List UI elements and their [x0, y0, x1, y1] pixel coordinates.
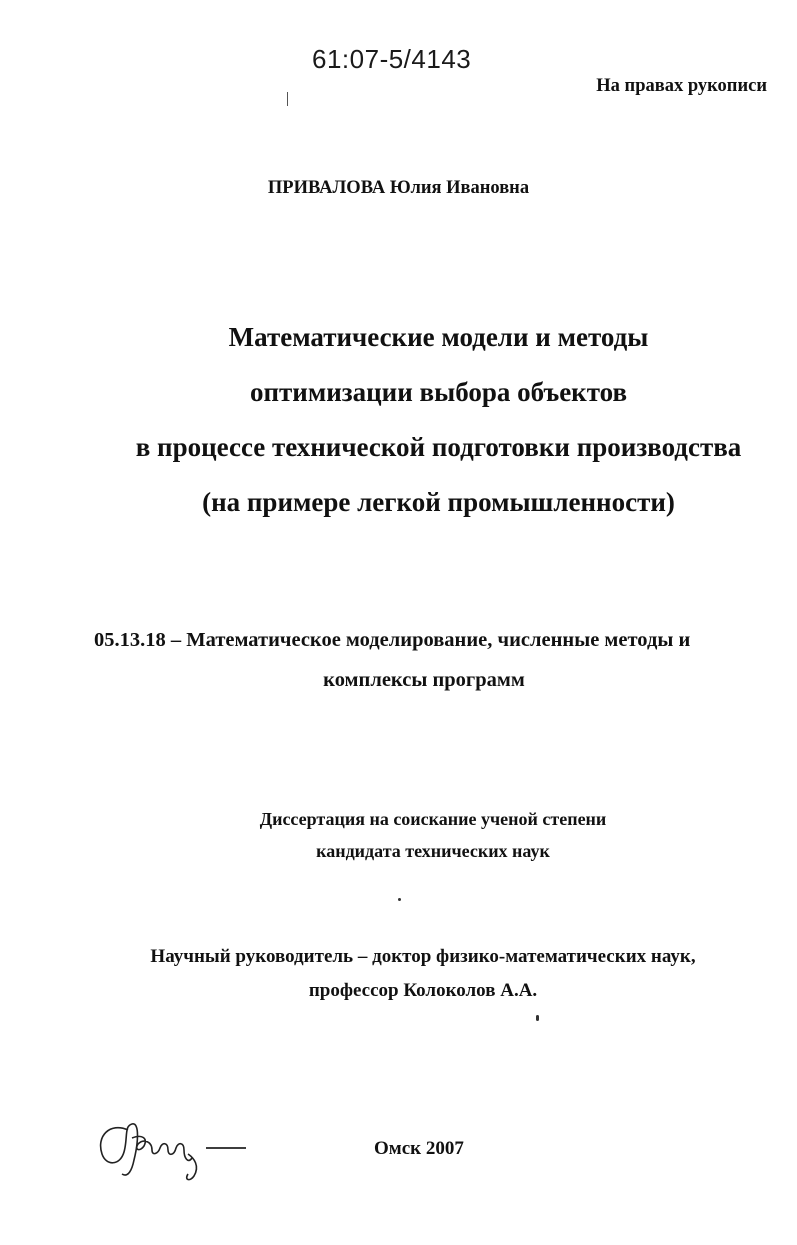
specialty — [94, 620, 754, 700]
title-line: в процессе технической подготовки производства — [135, 432, 742, 462]
supervisor-line: Научный руководитель – доктор физико-математических наук, — [150, 946, 696, 967]
degree-statement — [0, 803, 797, 867]
signature-icon — [88, 1108, 258, 1188]
supervisor — [0, 940, 797, 1008]
scan-mark — [287, 92, 288, 106]
specialty-line: комплексы программ — [323, 669, 525, 691]
supervisor-line: профессор Колоколов А.А. — [308, 980, 538, 1001]
title-line: (на примере легкой промышленности) — [202, 487, 675, 517]
title-line: Математические модели и методы — [228, 322, 649, 352]
scan-speck — [536, 1015, 539, 1021]
title-line: оптимизации выбора объектов — [249, 377, 628, 407]
dissertation-title — [60, 310, 797, 530]
specialty-line: 05.13.18 – Математическое моделирование, численные методы и — [94, 629, 691, 651]
archive-code: 61:07-5/4143 — [312, 44, 472, 74]
degree-line: Диссертация на соискание ученой степени — [259, 809, 607, 829]
author-name: ПРИВАЛОВА Юлия Ивановна — [267, 178, 530, 198]
rights-note: На правах рукописи — [596, 76, 767, 96]
scan-speck — [398, 898, 401, 901]
city-year: Омск 2007 — [374, 1138, 464, 1159]
degree-line: кандидата технических наук — [316, 841, 550, 861]
